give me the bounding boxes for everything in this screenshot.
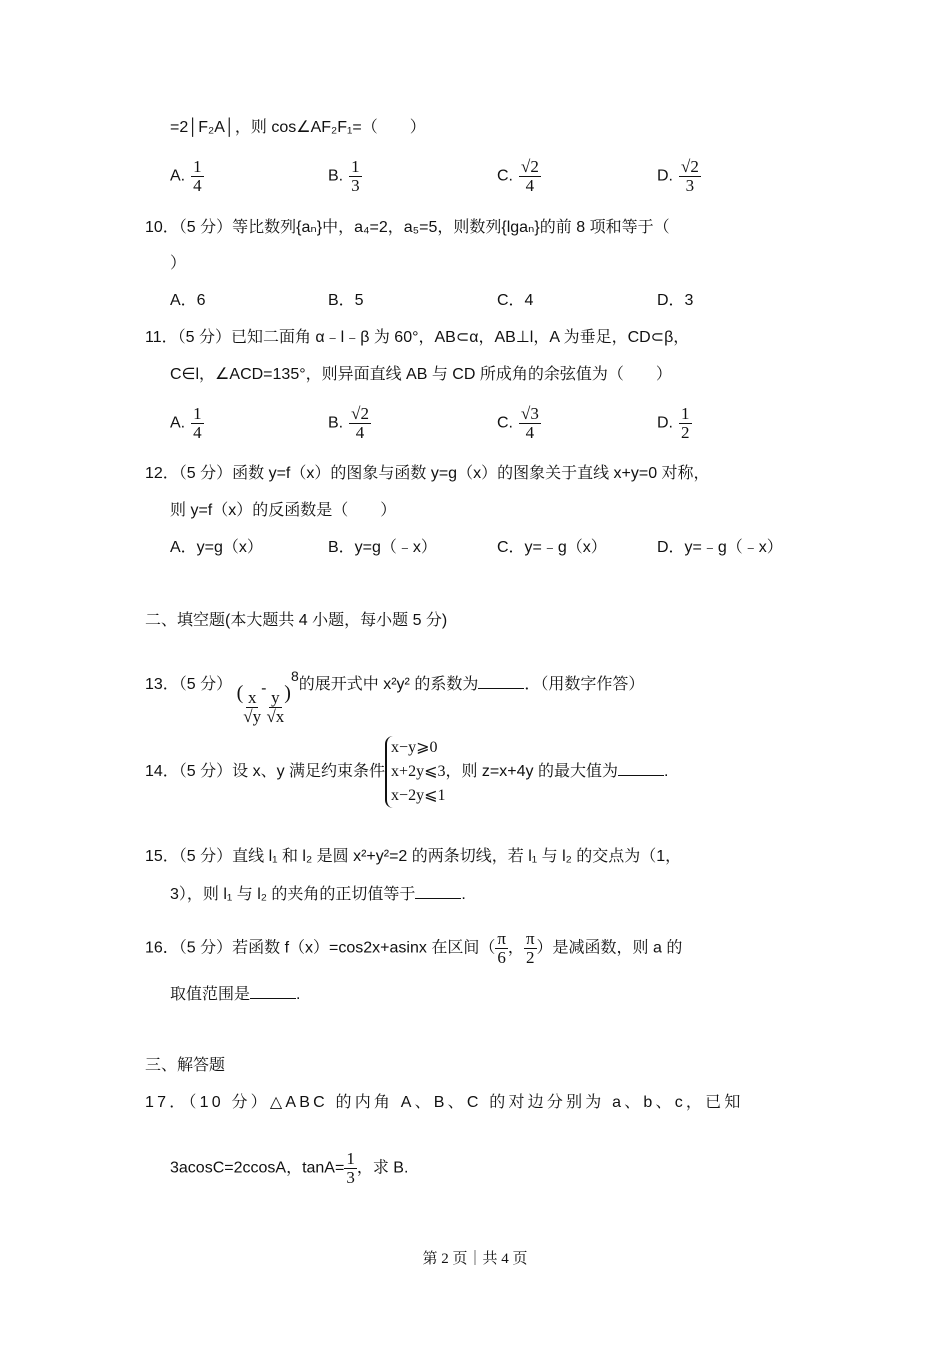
q11-text-cont: C∈l，∠ACD=135°，则异面直线 AB 与 CD 所成角的余弦值为（ ） bbox=[170, 366, 672, 383]
numerator: π bbox=[497, 929, 506, 948]
q14-tail: . bbox=[663, 763, 669, 781]
q9-continuation: =2│F₂A│，则 cos∠AF₂F₁=（ ） bbox=[170, 119, 426, 136]
answer-blank[interactable] bbox=[618, 761, 664, 776]
denominator: √y bbox=[243, 707, 262, 726]
constraint: x−y⩾0 bbox=[391, 739, 438, 756]
numerator: √3 bbox=[521, 404, 539, 423]
numerator: π bbox=[525, 929, 535, 948]
q9-option-d bbox=[657, 158, 701, 195]
q10-option-b: B．5 bbox=[328, 292, 364, 309]
q12-text: 12．（5 分）函数 y=f（x）的图象与函数 y=g（x）的图象关于直线 x+y=0 对称， bbox=[145, 465, 710, 482]
q14-prefix: 14．（5 分）设 x、y 满足约束条件 bbox=[145, 763, 386, 781]
q14-suffix: ，则 z=x+4y 的最大值为 bbox=[445, 763, 618, 781]
q13-prefix: 13．（5 分） bbox=[145, 676, 233, 693]
denominator: 3 bbox=[685, 176, 695, 195]
option-label: B. bbox=[328, 414, 344, 432]
q9-option-c bbox=[497, 158, 541, 195]
q16-prefix: 16．（5 分）若函数 f（x）=cos2x+asinx 在区间（ bbox=[145, 939, 496, 957]
q15-tail: . bbox=[461, 886, 466, 903]
q11-option-b bbox=[328, 405, 371, 442]
numerator: x bbox=[247, 688, 257, 707]
numerator: √2 bbox=[351, 404, 369, 423]
answer-blank[interactable] bbox=[415, 884, 461, 899]
denominator: 3 bbox=[346, 1168, 355, 1187]
comma: ， bbox=[507, 939, 524, 957]
numerator: 1 bbox=[346, 1149, 355, 1168]
q17-tail: ，求 B. bbox=[356, 1159, 409, 1177]
q17-cont-text: 3acosC=2ccosA，tanA= bbox=[170, 1159, 345, 1177]
q13-tail: ．（用数字作答） bbox=[524, 676, 645, 693]
q11-option-c bbox=[497, 405, 541, 442]
q16-tail: . bbox=[296, 986, 301, 1003]
q16-text-cont bbox=[170, 984, 300, 1005]
denominator: 3 bbox=[351, 176, 360, 195]
exponent: 8 bbox=[290, 668, 299, 684]
q14-text bbox=[145, 736, 668, 808]
numerator: √2 bbox=[521, 157, 539, 176]
q12-text-cont: 则 y=f（x）的反函数是（ ） bbox=[170, 502, 397, 519]
q12-option-b: B．y=g（﹣x） bbox=[328, 539, 437, 556]
numerator: 1 bbox=[193, 157, 202, 176]
q13-text: 13．（5 分） ( $\frac{x}{√y}$ - $\frac{y}{√x}$ )$^8$的展开式中 x²y² 的系数为 ．（用数字作答） bbox=[145, 668, 645, 726]
q12-option-d: D．y=﹣g（﹣x） bbox=[657, 539, 783, 556]
option-label: A. bbox=[170, 414, 186, 432]
constraint: x−2y⩽1 bbox=[391, 787, 446, 804]
q15-text: 15．（5 分）直线 l₁ 和 l₂ 是圆 x²+y²=2 的两条切线，若 l₁ 与 l₂ 的交点为（1， bbox=[145, 848, 682, 865]
q10-text-cont: ） bbox=[170, 255, 187, 272]
q15-text-cont bbox=[170, 884, 466, 905]
option-label: C. bbox=[497, 414, 513, 432]
option-label: D. bbox=[657, 167, 673, 185]
denominator: 4 bbox=[193, 423, 202, 442]
q10-option-a: A．6 bbox=[170, 292, 206, 309]
q10-option-d: D．3 bbox=[657, 292, 694, 309]
q17-text-cont bbox=[170, 1150, 408, 1187]
q17-text: 17．（10 分）△ABC 的内角 A、B、C 的对边分别为 a、b、c，已知 bbox=[145, 1094, 744, 1111]
q11-option-a bbox=[170, 405, 204, 442]
option-label: D. bbox=[657, 414, 673, 432]
numerator: 1 bbox=[351, 157, 360, 176]
section-heading-solutions: 三、解答题 bbox=[145, 1057, 226, 1074]
option-label: C. bbox=[497, 167, 513, 185]
numerator: 1 bbox=[681, 404, 690, 423]
constraint: x+2y⩽3 bbox=[391, 763, 446, 780]
option-label: B. bbox=[328, 167, 344, 185]
q9-option-a bbox=[170, 158, 204, 195]
q12-option-a: A．y=g（x） bbox=[170, 539, 263, 556]
q13-suffix: 的展开式中 x²y² 的系数为 bbox=[298, 676, 479, 693]
denominator: √x bbox=[266, 707, 285, 726]
section-heading-fill-blank: 二、填空题(本大题共 4 小题，每小题 5 分) bbox=[145, 612, 448, 629]
denominator: 6 bbox=[497, 948, 506, 967]
q11-text: 11．（5 分）已知二面角 α﹣l﹣β 为 60°，AB⊂α，AB⊥l，A 为垂足，CD⊂β， bbox=[145, 329, 690, 346]
q15-cont-text: 3），则 l₁ 与 l₂ 的夹角的正切值等于 bbox=[170, 886, 416, 903]
denominator: 4 bbox=[193, 176, 202, 195]
denominator: 4 bbox=[525, 176, 535, 195]
constraint-system bbox=[385, 736, 445, 808]
denominator: 2 bbox=[681, 423, 690, 442]
q11-option-d bbox=[657, 405, 692, 442]
numerator: √2 bbox=[681, 157, 699, 176]
q16-cont-text: 取值范围是 bbox=[170, 986, 251, 1003]
answer-blank[interactable] bbox=[478, 674, 524, 689]
denominator: 2 bbox=[525, 948, 535, 967]
q10-text: 10．（5 分）等比数列{aₙ}中，a₄=2，a₅=5，则数列{lgaₙ}的前 8 项和等于（ bbox=[145, 219, 670, 236]
q9-option-b bbox=[328, 158, 362, 195]
option-label: A. bbox=[170, 167, 186, 185]
numerator: y bbox=[271, 688, 280, 707]
numerator: 1 bbox=[193, 404, 202, 423]
q12-option-c: C．y=﹣g（x） bbox=[497, 539, 607, 556]
page-footer: 第 2 页｜共 4 页 bbox=[422, 1251, 528, 1267]
answer-blank[interactable] bbox=[250, 984, 296, 999]
denominator: 4 bbox=[355, 423, 365, 442]
q10-option-c: C．4 bbox=[497, 292, 534, 309]
denominator: 4 bbox=[525, 423, 535, 442]
q16-suffix: ）是减函数，则 a 的 bbox=[536, 939, 683, 957]
q16-text bbox=[145, 930, 682, 967]
